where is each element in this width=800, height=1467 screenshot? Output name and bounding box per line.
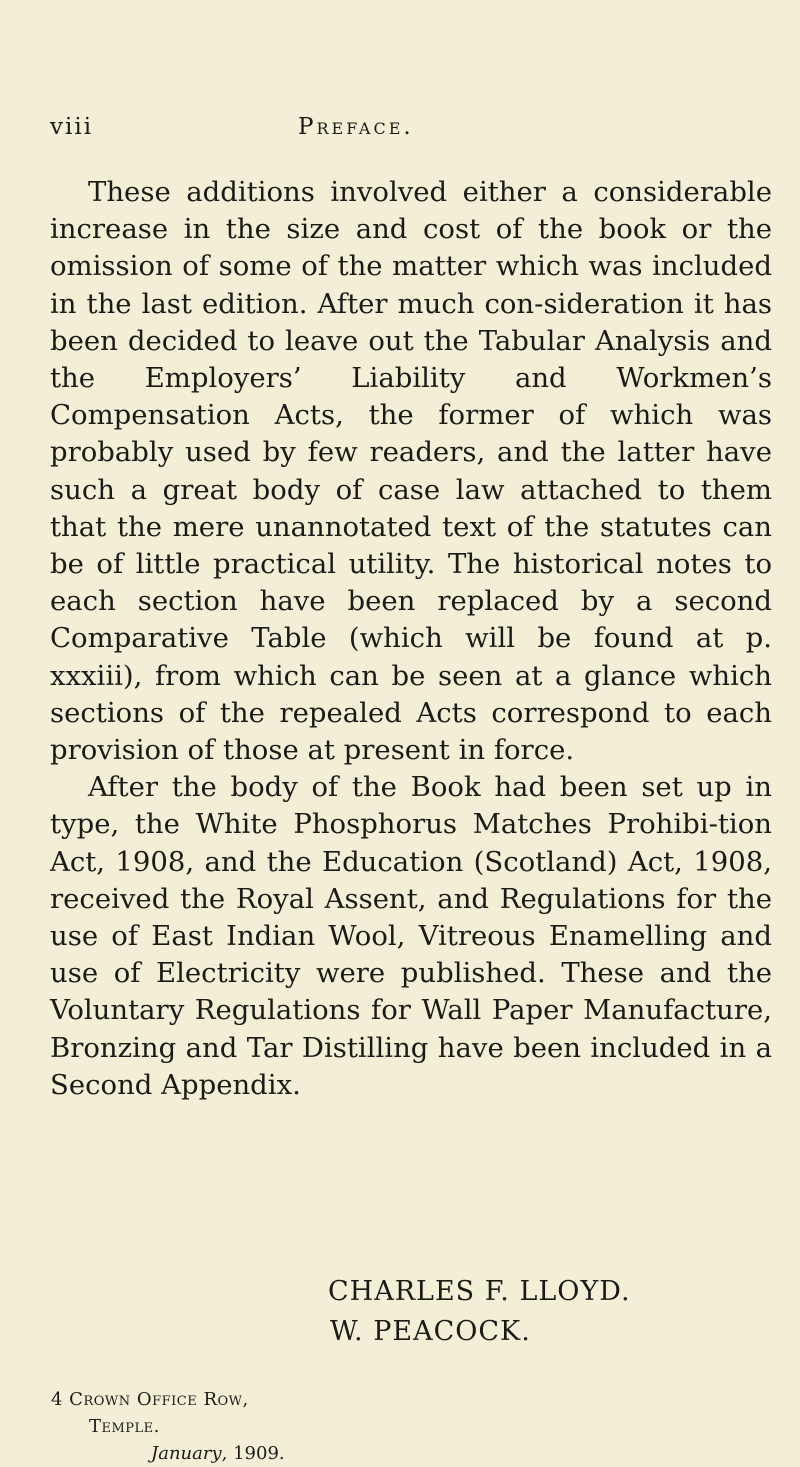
signature-name-1: CHARLES F. LLOYD. (328, 1276, 631, 1307)
address-block (51, 1386, 285, 1467)
address-line-1: 4 Crown Office Row, (51, 1389, 249, 1410)
page-number: viii (50, 114, 94, 140)
address-line-2: Temple. (89, 1416, 160, 1437)
paragraph-2: After the body of the Book had been set up in type, the White Phosphorus Matches Prohibi-tion Act, 1908, and the Education (Scotland) Act, 1908, received the Royal Assent, and Regulations for the use of East Indian Wool, Vitreous Enamelling and use of Electricity were published. These and the Voluntary Regulations for Wall Paper Manufacture, Bronzing and Tar Distilling have been included in a Second Appendix. (50, 771, 772, 1101)
running-head (50, 114, 760, 154)
date-year: , 1909. (221, 1443, 285, 1464)
running-title: Preface. (298, 114, 414, 140)
paragraph-1: These additions involved either a considerable increase in the size and cost of the book or the omission of some of the matter which was included in the last edition. After much con-sideration it has been decided to leave out the Tabular Analysis and the Employers’ Liability and Workmen’s Compensation Acts, the former of which was probably used by few readers, and the latter have such a great body of case law attached to them that the mere unannotated text of the statutes can be of little practical utility. The historical notes to each section have been replaced by a second Comparative Table (which will be found at p. xxxiii), from which can be seen at a glance which sections of the repealed Acts correspond to each provision of those at present in force. (50, 176, 772, 767)
address-date (51, 1440, 285, 1467)
preface-body (50, 174, 772, 1104)
signature-name-2: W. PEACOCK. (330, 1316, 531, 1347)
signature-block (328, 1272, 631, 1352)
date-month: January (151, 1443, 222, 1464)
